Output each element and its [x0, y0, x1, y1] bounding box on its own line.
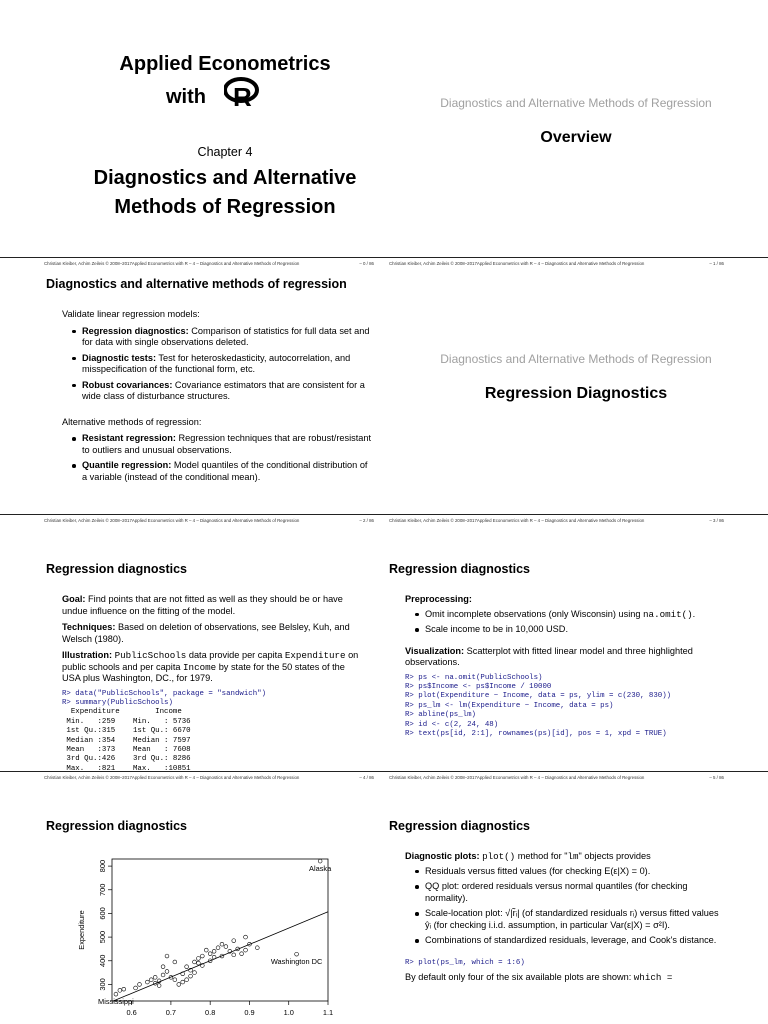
data-point	[161, 965, 165, 969]
illustration-text: Illustration: PublicSchools data provide per capita Expenditure on public schools and per capita Income by state for the 50 states of the USA plus Washington, DC., for 1979.	[62, 650, 359, 683]
data-point	[244, 935, 248, 939]
footer-text: Christian Kleiber, Achim Zeileis © 2008–2017Applied Econometrics with R – 4 – Diagnostics and Alternative Methods of Regression	[389, 518, 645, 523]
slide-regression-diagnostics-preprocessing	[384, 514, 768, 771]
data-point	[138, 983, 142, 987]
data-point	[118, 988, 122, 992]
footer	[384, 775, 768, 784]
footer-text: Christian Kleiber, Achim Zeileis © 2008–2017Applied Econometrics with R – 4 – Diagnostics and Alternative Methods of Regression	[389, 775, 645, 780]
footer-page: – 5 / 86	[709, 775, 724, 780]
diagnostic-plots-text: Diagnostic plots: plot() method for "lm" objects provides	[405, 851, 651, 862]
y-tick-label: 300	[98, 978, 107, 991]
list-item: Omit incomplete observations (only Wisconsin) using na.omit().	[425, 609, 725, 621]
footer	[0, 775, 384, 784]
x-tick-label: 1.0	[283, 1008, 294, 1017]
with-label: with	[166, 86, 206, 108]
x-tick-label: 0.8	[205, 1008, 216, 1017]
slide-body	[405, 851, 727, 988]
r-code: R> ps <- na.omit(PublicSchools) R> ps$Income <- ps$Income / 10000 R> plot(Expenditure ~ Income, data = ps, ylim = c(230, 830)) R> ps_lm <- lm(Expenditure ~ Income, data = ps) R> abline(ps_lm) R> id <- c(2, 24, 48) R> text(ps[id, 2:1], rownames(ps)[id], pos = 1, xpd = TRUE)	[405, 673, 672, 738]
goal-text: Goal: Find points that are not fitted as well as they should be or have undue influence on the fitting of the model.	[62, 594, 343, 616]
data-point	[216, 946, 220, 950]
data-point	[149, 978, 153, 982]
slide-regression-diagnostics-plots	[384, 771, 768, 1024]
slide-body	[62, 309, 372, 489]
data-point	[255, 946, 259, 950]
footer-page: – 3 / 86	[709, 518, 724, 523]
y-tick-label: 800	[98, 859, 107, 873]
plot-frame	[112, 859, 328, 1001]
slide-overview	[384, 0, 768, 257]
list-item: Robust covariances: Covariance estimators that are consistent for a wide class of disturbance structures.	[82, 380, 372, 403]
footer-page: – 1 / 86	[709, 261, 724, 266]
list-item: Combinations of standardized residuals, leverage, and Cook's distance.	[425, 935, 727, 947]
alternative-list	[62, 433, 372, 483]
footer-page: – 2 / 86	[359, 518, 374, 523]
data-point	[173, 960, 177, 964]
data-point	[200, 954, 204, 958]
visualization-text: Visualization: Scatterplot with fitted linear model and three highlighted observations.	[405, 645, 693, 667]
data-point	[193, 960, 197, 964]
footer	[0, 518, 384, 527]
footer	[0, 261, 384, 270]
list-item: Regression diagnostics: Comparison of statistics for full data set and for data with single observations deleted.	[82, 326, 372, 349]
x-tick-label: 0.9	[244, 1008, 255, 1017]
data-point	[197, 957, 201, 961]
section-subtitle: Diagnostics and Alternative Methods of Regression	[440, 96, 712, 110]
data-point	[224, 945, 228, 949]
data-point	[145, 980, 149, 984]
y-tick-label: 600	[98, 907, 107, 920]
slide-body	[405, 594, 725, 739]
section-title: Regression Diagnostics	[484, 385, 668, 402]
data-point	[204, 948, 208, 952]
data-point	[161, 973, 165, 977]
data-point	[232, 939, 236, 943]
slide-regression-diagnostics-goal	[0, 514, 384, 771]
list-item: Resistant regression: Regression techniques that are robust/resistant to outliers and unusual observations.	[82, 433, 372, 455]
data-point	[193, 971, 197, 975]
data-point	[177, 983, 181, 987]
data-point	[157, 984, 161, 988]
footer-page: – 4 / 86	[359, 775, 374, 780]
r-code: R> data("PublicSchools", package = "sandwich") R> summary(PublicSchools)	[62, 689, 267, 707]
chapter-title	[40, 164, 384, 222]
section-subtitle: Diagnostics and Alternative Methods of Regression	[440, 352, 712, 366]
footer	[384, 518, 768, 527]
book-title: Applied Econometrics	[119, 53, 331, 75]
slide-title: Regression diagnostics	[46, 819, 188, 833]
data-point	[165, 954, 169, 958]
x-tick-label: 0.6	[126, 1008, 137, 1017]
data-point	[212, 949, 216, 953]
validation-list	[62, 326, 372, 403]
slide-title: Diagnostics and alternative methods of regression	[46, 277, 347, 291]
x-tick-label: 0.7	[165, 1008, 177, 1017]
footer-text: Christian Kleiber, Achim Zeileis © 2008–2017Applied Econometrics with R – 4 – Diagnostics and Alternative Methods of Regression	[44, 261, 300, 266]
data-point	[165, 970, 169, 974]
list-item: QQ plot: ordered residuals versus normal quantiles (for checking normality).	[425, 881, 727, 904]
y-tick-label: 700	[98, 883, 107, 896]
intro-text: Validate linear regression models:	[62, 309, 200, 319]
preprocessing-list	[405, 609, 725, 636]
data-point	[185, 965, 189, 969]
y-tick-label: 500	[98, 930, 107, 944]
data-point	[220, 942, 224, 946]
data-point	[295, 952, 299, 956]
data-point	[244, 948, 248, 952]
chapter-title-line1: Diagnostics and Alternative	[93, 167, 357, 189]
list-item: Scale-location plot: √|r̃ᵢ| (of standardized residuals rᵢ) versus fitted values ŷᵢ (for checking i.i.d. assumption, in particular Var(ε|X) = σ²I).	[425, 908, 727, 931]
preprocessing-label: Preprocessing:	[405, 594, 472, 604]
data-point	[173, 978, 177, 982]
footer-text: Christian Kleiber, Achim Zeileis © 2008–2017Applied Econometrics with R – 4 – Diagnostics and Alternative Methods of Regression	[44, 518, 300, 523]
footer-page: – 0 / 86	[359, 261, 374, 266]
slide-diagnostics-methods	[0, 257, 384, 514]
data-point	[318, 859, 322, 863]
diagnostic-plots-list	[405, 866, 727, 947]
slide-title: Regression diagnostics	[389, 819, 531, 833]
data-point	[153, 975, 157, 979]
point-label: Washington DC	[270, 957, 323, 967]
y-axis-label: Expenditure	[77, 910, 86, 950]
scatter-plot	[0, 849, 384, 1024]
r-code: R> plot(ps_lm, which = 1:6)	[405, 958, 525, 967]
slide-title: Regression diagnostics	[389, 562, 531, 576]
data-point	[114, 992, 118, 996]
chapter-label: Chapter 4	[197, 145, 253, 159]
techniques-text: Techniques: Based on deletion of observations, see Belsley, Kuh, and Welsch (1980).	[62, 622, 350, 644]
list-item: Scale income to be in 10,000 USD.	[425, 624, 725, 636]
data-point	[240, 952, 244, 956]
list-item: Residuals versus fitted values (for checking E(ε|X) = 0).	[425, 866, 727, 878]
r-logo-icon	[224, 76, 260, 110]
chapter-title-line2: Methods of Regression	[114, 196, 336, 218]
data-point	[197, 961, 201, 965]
data-point	[134, 986, 138, 990]
slide-body	[62, 594, 362, 771]
slide-regression-diagnostics-section	[384, 257, 768, 514]
point-label: Mississippi	[98, 997, 134, 1007]
slide-regression-diagnostics-plot	[0, 771, 384, 1024]
footer-text: Christian Kleiber, Achim Zeileis © 2008–2017Applied Econometrics with R – 4 – Diagnostics and Alternative Methods of Regression	[389, 261, 645, 266]
data-point	[208, 952, 212, 956]
data-point	[185, 978, 189, 982]
footer-text: Christian Kleiber, Achim Zeileis © 2008–2017Applied Econometrics with R – 4 – Diagnostics and Alternative Methods of Regression	[44, 775, 300, 780]
data-point	[181, 980, 185, 984]
list-item: Quantile regression: Model quantiles of the conditional distribution of a variable (instead of the conditional mean).	[82, 460, 372, 483]
slide-title: Regression diagnostics	[46, 562, 188, 576]
data-point	[189, 974, 193, 978]
intro-text: Alternative methods of regression:	[62, 416, 202, 427]
svg-text:R: R	[233, 82, 252, 110]
x-tick-label: 1.1	[322, 1008, 334, 1017]
slide-title	[0, 0, 384, 257]
r-output: Expenditure Income Min. :259 Min. : 5736 1st Qu.:315 1st Qu.: 6670 Median :354 Median : 7597 Mean :373 Mean : 7608 3rd Qu.:426 3rd Qu.: 8286 Max. :821 Max. :10851	[66, 708, 191, 771]
data-point	[212, 955, 216, 959]
data-point	[232, 953, 236, 957]
footer	[384, 261, 768, 270]
section-title: Overview	[540, 129, 612, 146]
data-point	[122, 987, 126, 991]
point-label: Alaska	[309, 864, 332, 874]
default-plots-text: By default only four of the six available plots are shown: which =	[405, 971, 673, 983]
list-item: Diagnostic tests: Test for heteroskedasticity, autocorrelation, and misspecification of the functional form, etc.	[82, 353, 372, 376]
y-tick-label: 400	[98, 954, 107, 967]
